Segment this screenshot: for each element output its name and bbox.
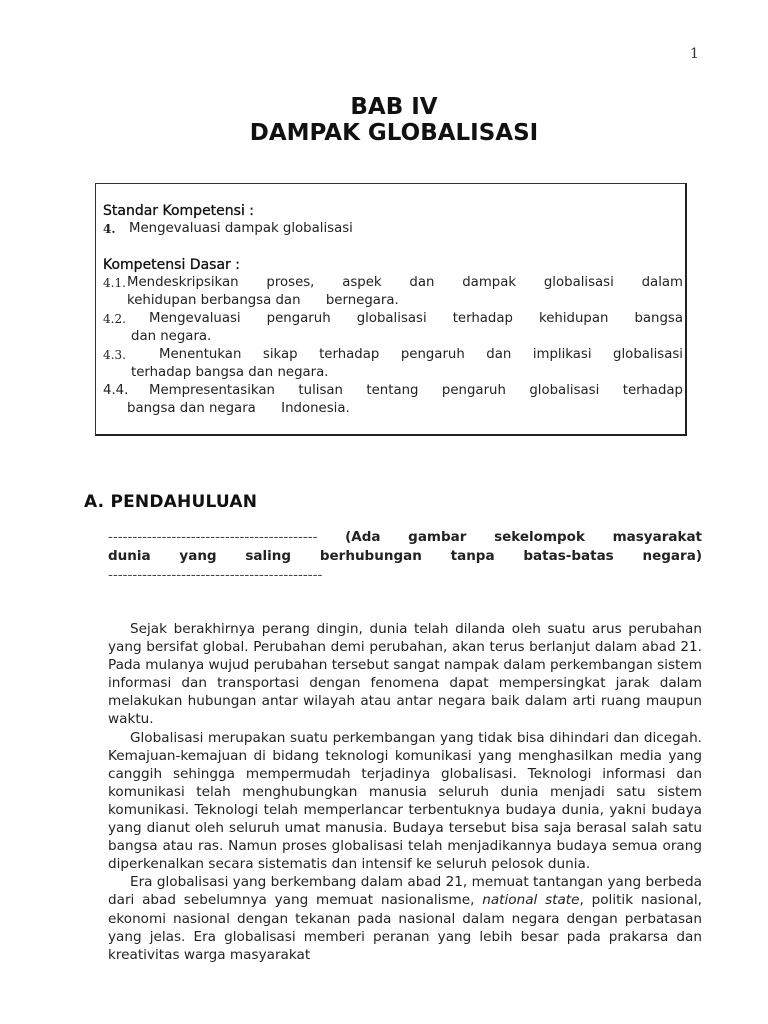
paragraph-text: , politik nasional, ekonomi nasional dengan tekanan pada nasional dalam negara dengan perbatasan yang jelas. Era globalisasi memberi peranan yang lebih besar pada prakarsa dan kreativitas warga masyarakat [108, 892, 702, 963]
chapter-number: BAB IV [350, 94, 438, 120]
item-number: 4. [103, 222, 116, 236]
item-number: 4.3. [103, 348, 126, 362]
dash-separator: ------------------------------------------- [108, 529, 318, 545]
paragraph: Sejak berakhirnya perang dingin, dunia telah dilanda oleh suatu arus perubahan yang bersifat global. Perubahan demi perubahan, akan terus berlanjut dalam abad 21. Pada mulanya wujud perubahan tersebut sangat nampak dalam perkembangan sistem informasi dan transportasi dengan fenomena dapat mempersingkat jarak dalam melakukan hubungan antar wilayah atau antar negara baik dalam arti ruang maupun waktu. [108, 621, 702, 728]
dash-separator: -------------------------------------------- [108, 567, 323, 583]
kompetensi-dasar-item [103, 346, 683, 382]
item-continuation: dan negara. [131, 329, 212, 344]
italic-term: national state [482, 892, 580, 909]
paragraph: Globalisasi merupakan suatu perkembangan yang tidak bisa dihindari dan dicegah. Kemajuan-kemajuan di bidang teknologi komunikasi yang menghasilkan media yang canggih sehingga mempermudah terjadinya globalisasi. Teknologi informasi dan komunikasi telah menghubungkan manusia seluruh dunia menjadi satu sistem komunikasi. Teknologi telah memperlancar terbentuknya budaya dunia, yakni budaya yang dianut oleh seluruh umat manusia. Budaya tersebut bisa saja berasal salah satu bangsa atau ras. Namun proses globalisasi telah menjadikannya budaya semua orang diperkenalkan secara sistematis dan intensif ke seluruh pelosok dunia. [108, 729, 702, 873]
section-heading: A. PENDAHULUAN [84, 492, 258, 512]
item-continuation: bangsa dan negara Indonesia. [127, 401, 350, 416]
body-text [108, 620, 702, 964]
chapter-title: DAMPAK GLOBALISASI [249, 120, 539, 146]
item-text: Menentukan sikap terhadap pengaruh dan implikasi globalisasi [159, 347, 683, 362]
item-number: 4.4. [103, 383, 129, 398]
item-text: Mengevaluasi pengaruh globalisasi terhadap kehidupan bangsa [149, 311, 683, 326]
kompetensi-dasar-item [103, 382, 683, 418]
image-placeholder-note [108, 528, 702, 585]
item-text: Mempresentasikan tulisan tentang pengaruh globalisasi terhadap [149, 383, 683, 398]
note-line-2: dunia yang saling berhubungan tanpa batas-batas negara) [108, 548, 702, 564]
kompetensi-dasar-item [103, 274, 683, 310]
competency-box [95, 183, 687, 436]
paragraph-text: Era globalisasi yang berkembang dalam abad 21, memuat tantangan yang berbeda dari abad sebelumnya yang memuat nasionalisme, [108, 874, 702, 909]
item-continuation: kehidupan berbangsa dan bernegara. [127, 293, 399, 308]
item-number: 4.1. [103, 276, 126, 290]
item-number: 4.2. [103, 312, 126, 326]
page-number: 1 [690, 46, 699, 62]
kompetensi-dasar-item [103, 310, 683, 346]
standar-kompetensi-item [103, 220, 683, 238]
item-text: Mengevaluasi dampak globalisasi [129, 221, 353, 236]
note-text-1: (Ada gambar sekelompok masyarakat [345, 529, 703, 545]
standar-kompetensi-heading: Standar Kompetensi : [103, 203, 255, 219]
note-line-1 [108, 528, 702, 547]
item-text: Mendeskripsikan proses, aspek dan dampak globalisasi dalam [127, 275, 683, 290]
kompetensi-dasar-heading: Kompetensi Dasar : [103, 257, 240, 273]
paragraph [108, 873, 702, 963]
item-continuation: terhadap bangsa dan negara. [131, 365, 329, 380]
